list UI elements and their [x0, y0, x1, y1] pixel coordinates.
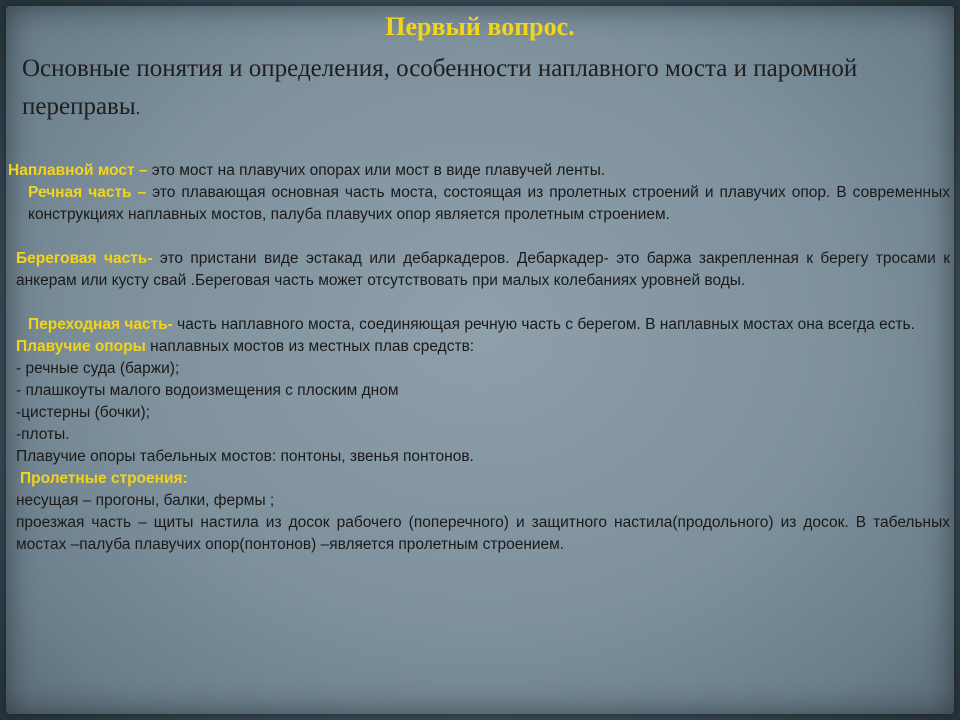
- definition-shore-part: это пристани виде эстакад или дебаркадеров. Дебаркадер- это баржа закрепленная к берегу тросами к анкерам или кусту свай .Береговая часть может отсутствовать при малых колебаниях уровней воды.: [16, 250, 950, 289]
- paragraph-spans: [8, 468, 950, 490]
- spans-load-bearing: несущая – прогоны, балки, фермы ;: [16, 492, 275, 509]
- slide-subtitle: [22, 50, 952, 127]
- term-spans: Пролетные строения: [20, 470, 183, 487]
- list-item: - речные суда (баржи);: [16, 360, 180, 377]
- slide-title: Первый вопрос.: [385, 12, 575, 41]
- definition-pontoon-bridge: это мост на плавучих опорах или мост в виде плавучей ленты.: [147, 162, 606, 179]
- term-transition-part: Переходная часть-: [28, 316, 173, 333]
- spans-roadway: проезжая часть – щиты настила из досок рабочего (поперечного) и защитного настила(продольного) из досок. В табельных мостах –палуба плавучих опор(понтонов) –является пролетным строением.: [16, 514, 950, 553]
- paragraph-pontoon-bridge: [8, 160, 950, 182]
- definition-transition-part: часть наплавного моста, соединяющая речную часть с берегом. В наплавных мостах она всегда есть.: [172, 316, 915, 333]
- term-floating-supports: Плавучие опоры: [16, 338, 146, 355]
- paragraph-shore-part: [8, 248, 950, 292]
- subtitle-text: Основные понятия и определения, особенности наплавного моста и паромной переправы: [22, 55, 858, 120]
- term-pontoon-bridge: Наплавной мост –: [8, 162, 148, 179]
- term-shore-part: Береговая часть-: [16, 250, 153, 267]
- definition-floating-supports: наплавных мостов из местных плав средств:: [145, 338, 475, 355]
- term-spans-colon: :: [182, 470, 188, 487]
- list-item: -плоты.: [16, 426, 70, 443]
- list-item: -цистерны (бочки);: [16, 404, 150, 421]
- definition-river-part: это плавающая основная часть моста, состоящая из пролетных строений и плавучих опор. В современных конструкциях наплавных мостов, палуба плавучих опор является пролетным строением.: [28, 184, 950, 223]
- slide-body: [8, 160, 950, 556]
- paragraph-transition-part: [8, 314, 950, 336]
- list-item: Плавучие опоры табельных мостов: понтоны, звенья понтонов.: [16, 448, 474, 465]
- subtitle-period: .: [135, 98, 141, 118]
- paragraph-floating-supports: [8, 336, 950, 358]
- term-river-part: Речная часть –: [28, 184, 147, 201]
- paragraph-river-part: [8, 182, 950, 226]
- list-item: - плашкоуты малого водоизмещения с плоским дном: [16, 382, 399, 399]
